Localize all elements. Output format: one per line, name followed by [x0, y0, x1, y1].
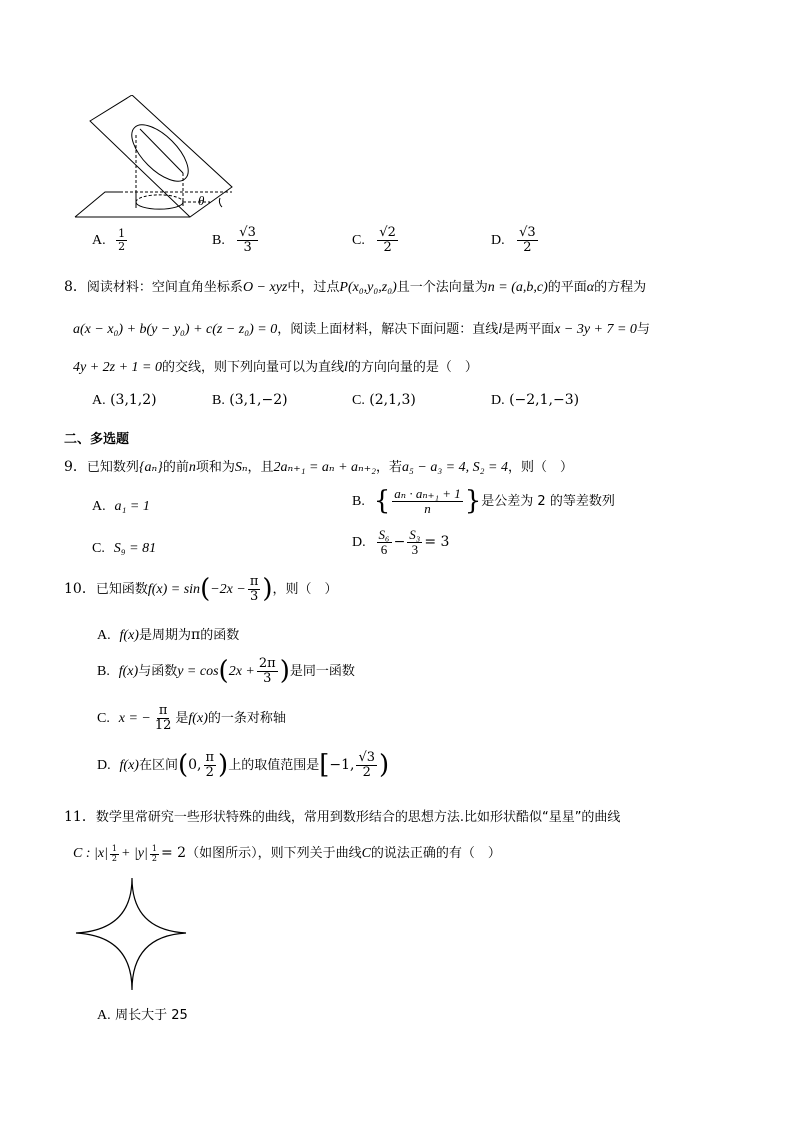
fraction-numerator: π — [158, 703, 168, 718]
text: 数学里常研究一些形状特殊的曲线，常用到数形结合的思想方法.比如形状酷似“星星”的曲线 — [95, 810, 621, 825]
fraction-numerator: √3 — [358, 749, 376, 765]
option-label: C. — [97, 711, 110, 727]
option-label: C. — [92, 541, 105, 556]
astroid-figure — [72, 878, 192, 993]
fraction-denominator: 2 — [523, 239, 532, 255]
math: a(x − x₀) + b(y − y₀) + c(z − z₀) = 0 — [73, 322, 278, 337]
text: 是两平面 — [502, 322, 555, 337]
fraction-denominator: 2 — [118, 239, 126, 253]
fraction-denominator: 12 — [154, 717, 172, 733]
math: f(x) = sin — [147, 582, 201, 597]
fraction-denominator: 2 — [205, 764, 214, 780]
math: f(x) — [119, 628, 139, 643]
fraction-numerator: π — [249, 573, 259, 589]
text: （如图所示），则下列关于曲线 — [186, 846, 362, 861]
math: Sₙ — [234, 460, 248, 475]
q8-option-d[interactable] — [491, 392, 579, 409]
math: −2x − — [210, 582, 246, 597]
q10-option-a[interactable] — [97, 624, 239, 644]
text: 是同一函数 — [289, 664, 355, 679]
section-title: 二、多选题 — [64, 432, 130, 447]
q7-option-b[interactable] — [212, 226, 260, 254]
math: 4y + 2z + 1 = 0 — [73, 360, 163, 375]
q11-line-1 — [64, 806, 620, 826]
option-label: A. — [92, 393, 106, 408]
text: ，且 — [247, 460, 274, 475]
exponent-denominator: 2 — [151, 853, 157, 863]
text: 的方向向量的是（ ） — [347, 360, 478, 375]
q10-option-c[interactable] — [97, 704, 286, 732]
exponent-numerator: 1 — [111, 844, 118, 854]
fraction-denominator: 6 — [380, 541, 388, 557]
q7-option-d[interactable] — [491, 226, 540, 254]
exponent-numerator: 1 — [151, 844, 157, 854]
text: 的一条对称轴 — [207, 711, 286, 727]
text: 与函数 — [138, 664, 178, 679]
option-label: A. — [92, 499, 106, 514]
math: P(x₀,y₀,z₀) — [339, 280, 397, 295]
text: ，则（ ） — [507, 460, 573, 475]
q9-option-a[interactable] — [92, 498, 150, 515]
text: 的说法正确的有（ ） — [370, 846, 501, 861]
option-label: B. — [97, 664, 110, 679]
text: = 3 — [424, 534, 450, 551]
fraction-numerator: √2 — [379, 225, 396, 240]
fraction-numerator: aₙ · aₙ₊₁ + 1 — [394, 485, 461, 501]
text: ，则（ ） — [272, 582, 338, 597]
math: x = − — [118, 711, 151, 727]
question-number: 8． — [64, 279, 87, 295]
math: {aₙ} — [138, 460, 163, 475]
option-label: B. — [352, 494, 365, 509]
math: = 2 — [160, 845, 187, 861]
q10-stem: 10．已知函数f(x) = sin(−2x − $\frac{\pi}{3}$ )，则（ ） — [64, 573, 338, 604]
q8-option-c[interactable] — [352, 392, 416, 409]
math: f(x) — [188, 711, 208, 727]
option-value: a₁ = 1 — [114, 499, 150, 514]
text: 的平面 — [547, 280, 587, 295]
option-value: (3,1,−2) — [229, 392, 288, 408]
q9-option-d[interactable]: D. $\frac{\text{S₆}}{6}$ − $\frac{\text{S₃}}{3}$ = 3 — [352, 527, 450, 557]
option-label: D. — [491, 393, 505, 408]
math: 0, — [188, 757, 202, 773]
q8-line-2 — [73, 318, 650, 338]
text: 在区间 — [138, 758, 178, 773]
text: 上的取值范围是 — [228, 758, 320, 773]
q11-option-a[interactable] — [97, 1004, 188, 1024]
text: 的交线，则下列向量可以为直线 — [162, 360, 345, 375]
question-number: 11． — [64, 809, 96, 825]
option-label: B. — [212, 393, 225, 408]
text: 已知函数 — [95, 582, 148, 597]
math: 2x + — [228, 664, 255, 679]
option-label: B. — [212, 233, 225, 249]
fraction-denominator: 2 — [362, 764, 371, 780]
text: 与 — [636, 322, 650, 337]
math: a₅ − a₃ = 4, S₂ = 4 — [402, 460, 508, 475]
q8-line-1 — [64, 276, 646, 296]
option-value: 周长大于 25 — [115, 1008, 188, 1023]
math: O − xyz — [242, 280, 288, 295]
text: ，若 — [375, 460, 402, 475]
option-label: D. — [491, 233, 505, 249]
q8-line-3 — [73, 356, 478, 376]
fraction-denominator: 2 — [383, 239, 392, 255]
text: 阅读材料：空间直角坐标系 — [86, 280, 243, 295]
math: l — [344, 360, 348, 375]
fraction-denominator: 3 — [249, 588, 259, 604]
q9-option-b[interactable]: B. { $\frac{\text{aₙ · aₙ₊₁ + 1}}{n}$ }是公差为 2 的等差数列 — [352, 485, 615, 516]
q7-option-c[interactable] — [352, 226, 400, 254]
math: n = (a,b,c) — [487, 280, 548, 295]
math: f(x) — [118, 664, 139, 679]
fraction-denominator: n — [424, 500, 431, 516]
fraction-numerator: S₆ — [378, 527, 390, 542]
q7-figure — [70, 95, 240, 225]
option-label: D. — [352, 535, 366, 551]
option-value: (3,1,2) — [110, 392, 157, 408]
math: C — [361, 846, 371, 861]
text: 且一个法向量为 — [396, 280, 488, 295]
q7-option-a[interactable] — [92, 228, 129, 252]
q9-option-c[interactable] — [92, 540, 156, 557]
math: 2aₙ₊₁ = aₙ + aₙ₊₂ — [273, 460, 376, 475]
math: x − 3y + 7 = 0 — [554, 322, 637, 337]
fraction-numerator: 1 — [118, 227, 126, 240]
fraction-numerator: √3 — [239, 225, 256, 240]
q10-option-d[interactable]: D. f(x)在区间(0, $\frac{\pi}{2}$ )上的取值范围是[−1, $\frac{√3}{2}$ ) — [97, 749, 390, 780]
option-label: D. — [97, 758, 111, 773]
theta-label: θ — [198, 193, 205, 208]
fraction-denominator: 3 — [243, 239, 252, 255]
question-number: 9． — [64, 459, 87, 475]
text: 的函数 — [200, 628, 240, 643]
math: n — [188, 460, 196, 475]
math: C : |x| — [73, 846, 108, 861]
math: α — [586, 280, 595, 295]
math: l — [498, 322, 503, 337]
fraction-numerator: π — [205, 749, 215, 765]
text: 是 — [175, 711, 189, 727]
text: 是公差为 2 的等差数列 — [481, 494, 615, 509]
text: 中，过点 — [287, 280, 340, 295]
math: π — [190, 627, 201, 643]
text: 的方程为 — [594, 280, 647, 295]
math: −1, — [329, 757, 355, 773]
text: 已知数列 — [86, 460, 139, 475]
option-label: A. — [97, 628, 111, 643]
fraction-denominator: 3 — [263, 670, 272, 686]
option-label: C. — [352, 233, 365, 249]
option-value: (2,1,3) — [369, 392, 416, 408]
option-value: (−2,1,−3) — [509, 392, 580, 408]
question-number: 10． — [64, 581, 96, 597]
fraction-numerator: 2π — [258, 655, 276, 671]
text: 的前 — [162, 460, 189, 475]
math: f(x) — [119, 758, 139, 773]
text: 是周期为 — [138, 628, 191, 643]
fraction-numerator: S₃ — [409, 527, 421, 542]
text: ，阅读上面材料，解决下面问题：直线 — [277, 322, 499, 337]
q10-option-b[interactable]: B. f(x)与函数y = cos(2x + $\frac{2\pi}{3}$ )是同一函数 — [97, 655, 355, 686]
option-label: C. — [352, 393, 365, 408]
text: 项和为 — [195, 460, 235, 475]
option-label: A. — [97, 1008, 111, 1023]
fraction-numerator: √3 — [519, 225, 536, 240]
math: + |y| — [121, 846, 148, 861]
option-value: S₉ = 81 — [113, 541, 157, 556]
exponent-denominator: 2 — [111, 853, 118, 863]
q11-line-2 — [73, 842, 501, 863]
q9-stem — [64, 456, 573, 476]
q8-option-b[interactable] — [212, 392, 288, 409]
option-label: A. — [92, 233, 106, 249]
q8-option-a[interactable] — [92, 392, 157, 409]
math: y = cos — [177, 664, 219, 679]
fraction-denominator: 3 — [411, 541, 419, 557]
